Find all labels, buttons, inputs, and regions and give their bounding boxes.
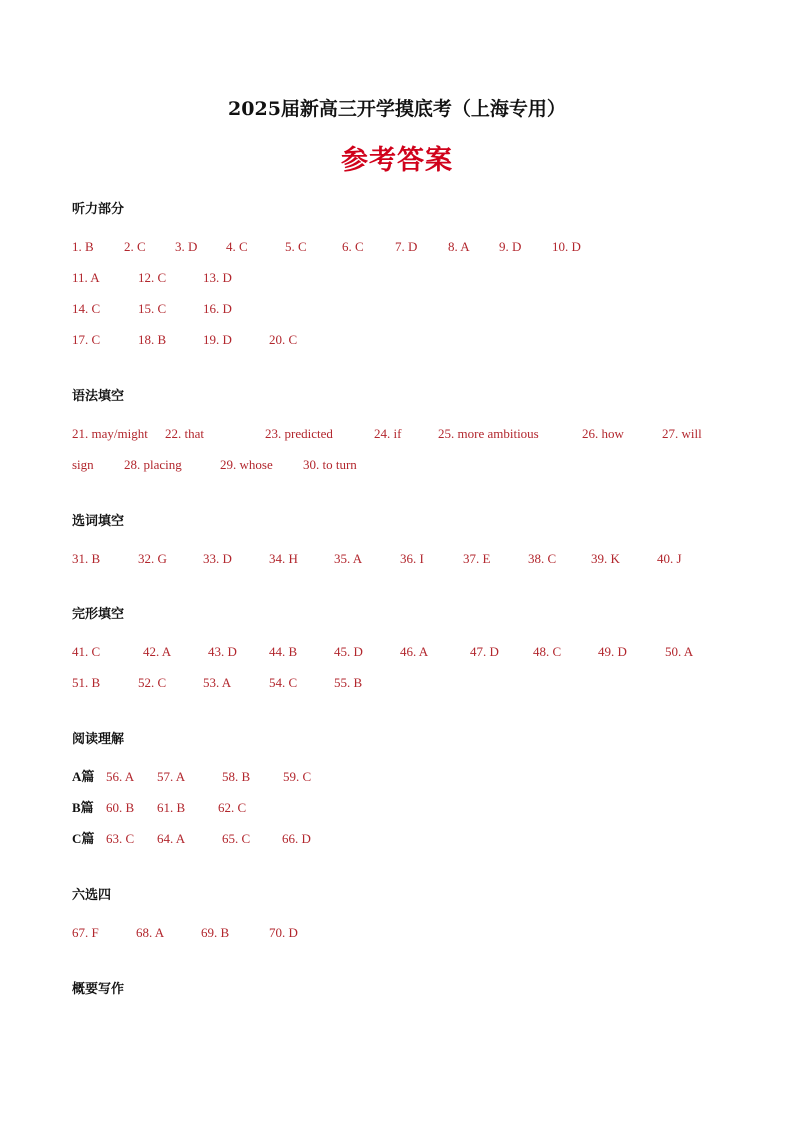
answer-item: 21. may/might bbox=[72, 426, 148, 441]
answer-item: 53. A bbox=[203, 675, 232, 690]
answer-section bbox=[72, 980, 734, 1011]
answer-item: 67. F bbox=[72, 925, 99, 940]
section-heading: 听力部分 bbox=[72, 202, 125, 217]
answer-item: 16. D bbox=[203, 301, 232, 316]
answer-row bbox=[72, 543, 734, 574]
answer-item: 52. C bbox=[138, 675, 167, 690]
answer-item: 26. how bbox=[582, 426, 624, 441]
answer-item: 44. B bbox=[269, 644, 298, 659]
answer-row bbox=[72, 262, 734, 293]
answer-section bbox=[72, 387, 734, 480]
section-heading: 语法填空 bbox=[72, 389, 125, 404]
section-heading: 六选四 bbox=[72, 888, 112, 903]
answer-item: 14. C bbox=[72, 301, 101, 316]
answer-item: 3. D bbox=[175, 239, 198, 254]
answer-item: 1. B bbox=[72, 239, 94, 254]
answer-row bbox=[72, 293, 734, 324]
answer-row bbox=[72, 231, 734, 262]
answer-section bbox=[72, 200, 734, 355]
answer-row bbox=[72, 792, 734, 823]
answer-item: 37. E bbox=[463, 551, 491, 566]
answer-item: 56. A bbox=[106, 769, 135, 784]
answer-item: 60. B bbox=[106, 800, 135, 815]
answer-section bbox=[72, 512, 734, 574]
answer-item: 22. that bbox=[165, 426, 204, 441]
answer-item: 7. D bbox=[395, 239, 418, 254]
answer-item: 9. D bbox=[499, 239, 522, 254]
answer-item: 19. D bbox=[203, 332, 232, 347]
answer-item: 58. B bbox=[222, 769, 251, 784]
section-heading: 阅读理解 bbox=[72, 732, 125, 747]
answer-item: 34. H bbox=[269, 551, 298, 566]
answer-item: 45. D bbox=[334, 644, 363, 659]
answer-item: 49. D bbox=[598, 644, 627, 659]
answer-item: 23. predicted bbox=[265, 426, 333, 441]
answer-item: 13. D bbox=[203, 270, 232, 285]
answer-item: 48. C bbox=[533, 644, 562, 659]
answer-row bbox=[72, 636, 734, 667]
answer-item: 69. B bbox=[201, 925, 230, 940]
answer-item: 59. C bbox=[283, 769, 312, 784]
answer-item: 20. C bbox=[269, 332, 298, 347]
answer-item: 50. A bbox=[665, 644, 694, 659]
answer-item: 5. C bbox=[285, 239, 307, 254]
answer-item: 29. whose bbox=[220, 457, 273, 472]
section-heading: 概要写作 bbox=[72, 982, 125, 997]
answer-item: 32. G bbox=[138, 551, 167, 566]
answer-item: 63. C bbox=[106, 831, 135, 846]
answer-row bbox=[72, 917, 734, 948]
passage-label: B篇 bbox=[72, 800, 94, 815]
answer-item: 68. A bbox=[136, 925, 165, 940]
answer-item: 25. more ambitious bbox=[438, 426, 539, 441]
answer-item: 4. C bbox=[226, 239, 248, 254]
answer-item: 27. will bbox=[662, 426, 702, 441]
answer-row bbox=[72, 667, 734, 698]
answer-item: 39. K bbox=[591, 551, 620, 566]
answer-item: 41. C bbox=[72, 644, 101, 659]
section-heading: 完形填空 bbox=[72, 607, 125, 622]
answer-item: 33. D bbox=[203, 551, 232, 566]
passage-label: C篇 bbox=[72, 831, 95, 846]
section-heading: 选词填空 bbox=[72, 514, 125, 529]
answer-item: 46. A bbox=[400, 644, 429, 659]
answer-item: 10. D bbox=[552, 239, 581, 254]
answer-item: 17. C bbox=[72, 332, 101, 347]
answer-row bbox=[72, 449, 734, 480]
answer-item: 8. A bbox=[448, 239, 470, 254]
answer-item: 66. D bbox=[282, 831, 311, 846]
answer-section bbox=[72, 886, 734, 948]
answer-item: 42. A bbox=[143, 644, 172, 659]
page-title: 2025届新高三开学摸底考（上海专用） bbox=[228, 98, 566, 120]
answer-item: 2. C bbox=[124, 239, 146, 254]
answer-section bbox=[72, 730, 734, 854]
answer-key-heading: 参考答案 bbox=[341, 145, 453, 176]
answer-item: 54. C bbox=[269, 675, 298, 690]
answer-row bbox=[72, 324, 734, 355]
answer-section bbox=[72, 605, 734, 698]
answer-item: sign bbox=[72, 457, 94, 472]
passage-label: A篇 bbox=[72, 769, 95, 784]
answer-item: 35. A bbox=[334, 551, 363, 566]
answer-item: 47. D bbox=[470, 644, 499, 659]
answer-item: 31. B bbox=[72, 551, 101, 566]
answer-item: 55. B bbox=[334, 675, 363, 690]
answer-item: 6. C bbox=[342, 239, 364, 254]
answer-item: 28. placing bbox=[124, 457, 182, 472]
answer-item: 64. A bbox=[157, 831, 186, 846]
answer-item: 30. to turn bbox=[303, 457, 357, 472]
answer-row bbox=[72, 418, 734, 449]
answer-item: 12. C bbox=[138, 270, 167, 285]
answer-item: 38. C bbox=[528, 551, 557, 566]
answer-item: 57. A bbox=[157, 769, 186, 784]
answer-item: 61. B bbox=[157, 800, 186, 815]
answer-item: 43. D bbox=[208, 644, 237, 659]
answer-item: 36. I bbox=[400, 551, 424, 566]
answer-item: 40. J bbox=[657, 551, 682, 566]
answer-item: 51. B bbox=[72, 675, 101, 690]
answer-item: 24. if bbox=[374, 426, 402, 441]
answer-item: 18. B bbox=[138, 332, 167, 347]
answer-item: 65. C bbox=[222, 831, 251, 846]
answer-item: 62. C bbox=[218, 800, 247, 815]
answer-item: 70. D bbox=[269, 925, 298, 940]
answer-row bbox=[72, 761, 734, 792]
answer-item: 15. C bbox=[138, 301, 167, 316]
answer-row bbox=[72, 823, 734, 854]
answer-item: 11. A bbox=[72, 270, 100, 285]
